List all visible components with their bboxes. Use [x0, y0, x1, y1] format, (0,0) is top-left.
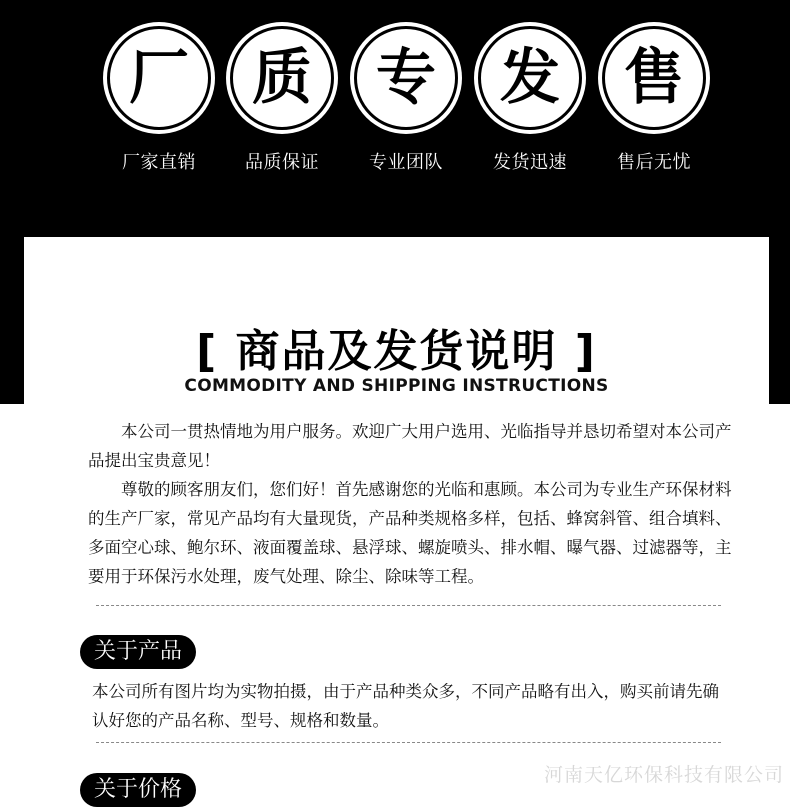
badge-label: 售后无忧 — [617, 152, 691, 173]
badge-label: 品质保证 — [245, 152, 319, 173]
badge-quality — [226, 22, 338, 174]
section-title-product: 关于产品 — [80, 635, 196, 669]
badge-after-sales — [598, 22, 710, 174]
instructions-card — [24, 237, 769, 807]
feature-badges — [0, 0, 790, 200]
badge-professional — [350, 22, 462, 174]
page-subtitle: COMMODITY AND SHIPPING INSTRUCTIONS — [184, 376, 609, 396]
divider — [96, 742, 721, 743]
badge-char: 发 — [500, 43, 560, 113]
badge-circle — [226, 22, 338, 134]
intro-text — [88, 417, 738, 591]
section-title-price: 关于价格 — [80, 773, 196, 807]
badge-char: 售 — [624, 43, 684, 113]
badge-label: 专业团队 — [369, 152, 443, 173]
divider — [96, 605, 721, 606]
page-title: [ 商品及发货说明 ] — [196, 326, 597, 377]
badge-label: 发货迅速 — [493, 152, 567, 173]
badge-char: 厂 — [129, 43, 189, 113]
badge-circle — [474, 22, 586, 134]
intro-paragraph: 尊敬的顾客朋友们，您们好！首先感谢您的光临和惠顾。本公司为专业生产环保材料的生产厂家，常见产品均有大量现货，产品种类规格多样，包括、蜂窝斜管、组合填料、多面空心球、鲍尔环、液面覆盖球、悬浮球、螺旋喷头、排水帽、曝气器、过滤器等，主要用于环保污水处理，废气处理、除尘、除味等工程。 — [88, 480, 732, 586]
badge-circle — [598, 22, 710, 134]
badge-label: 厂家直销 — [122, 152, 196, 173]
badge-char: 专 — [376, 43, 436, 113]
intro-paragraph: 本公司一贯热情地为用户服务。欢迎广大用户选用、光临指导并恳切希望对本公司产品提出宝贵意见！ — [88, 422, 732, 470]
badge-fast-shipping — [474, 22, 586, 174]
badge-circle — [103, 22, 215, 134]
badge-char: 质 — [252, 43, 312, 113]
section-text-product: 本公司所有图片均为实物拍摄，由于产品种类众多，不同产品略有出入，购买前请先确认好您的产品名称、型号、规格和数量。 — [92, 682, 719, 730]
badge-circle — [350, 22, 462, 134]
company-watermark: 河南天亿环保科技有限公司 — [543, 764, 784, 786]
badge-factory-direct — [103, 22, 215, 174]
